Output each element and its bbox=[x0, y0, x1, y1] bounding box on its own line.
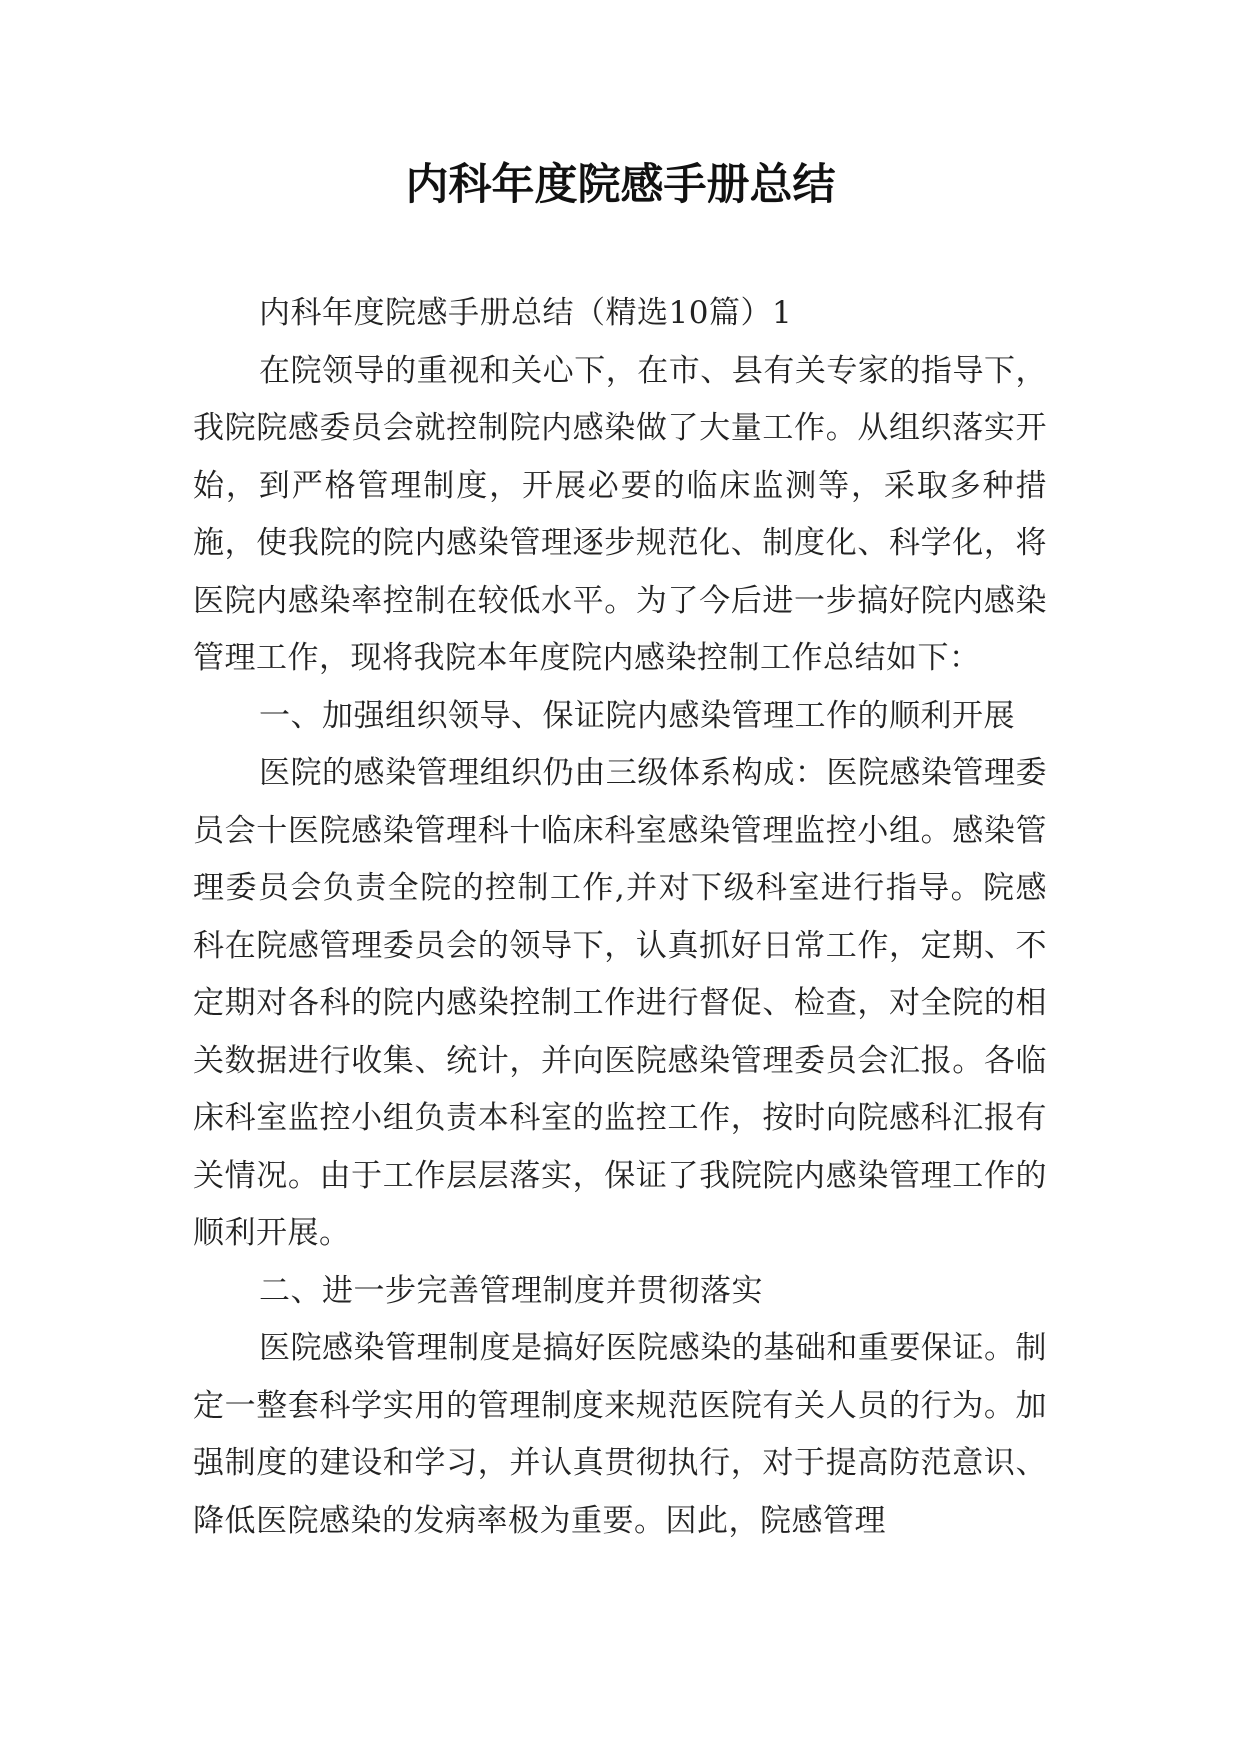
paragraph-subtitle: 内科年度院感手册总结（精选10篇）1 bbox=[259, 295, 793, 331]
section-heading-1: 一、加强组织领导、保证院内感染管理工作的顺利开展 bbox=[259, 697, 1015, 734]
document-body bbox=[193, 285, 1047, 1550]
paragraph-section-2: 医院感染管理制度是搞好医院感染的基础和重要保证。制定一整套科学实用的管理制度来规范医院有关人员的行为。加强制度的建设和学习，并认真贯彻执行，对于提高防范意识、降低医院感染的发病率极为重要。因此，院感管理 bbox=[193, 1330, 1047, 1539]
section-heading-2: 二、进一步完善管理制度并贯彻落实 bbox=[259, 1272, 763, 1309]
paragraph-intro: 在院领导的重视和关心下，在市、县有关专家的指导下，我院院感委员会就控制院内感染做了大量工作。从组织落实开始，到严格管理制度，开展必要的临床监测等，采取多种措施，使我院的院内感染管理逐步规范化、制度化、科学化，将医院内感染率控制在较低水平。为了今后进一步搞好院内感染管理工作，现将我院本年度院内感染控制工作总结如下： bbox=[193, 352, 1047, 676]
document-title: 内科年度院感手册总结 bbox=[405, 160, 836, 210]
paragraph-section-1: 医院的感染管理组织仍由三级体系构成：医院感染管理委员会十医院感染管理科十临床科室感染管理监控小组。感染管理委员会负责全院的控制工作,并对下级科室进行指导。院感科在院感管理委员会的领导下，认真抓好日常工作，定期、不定期对各科的院内感染控制工作进行督促、检查，对全院的相关数据进行收集、统计，并向医院感染管理委员会汇报。各临床科室监控小组负责本科室的监控工作，按时向院感科汇报有关情况。由于工作层层落实，保证了我院院内感染管理工作的顺利开展。 bbox=[193, 755, 1047, 1251]
